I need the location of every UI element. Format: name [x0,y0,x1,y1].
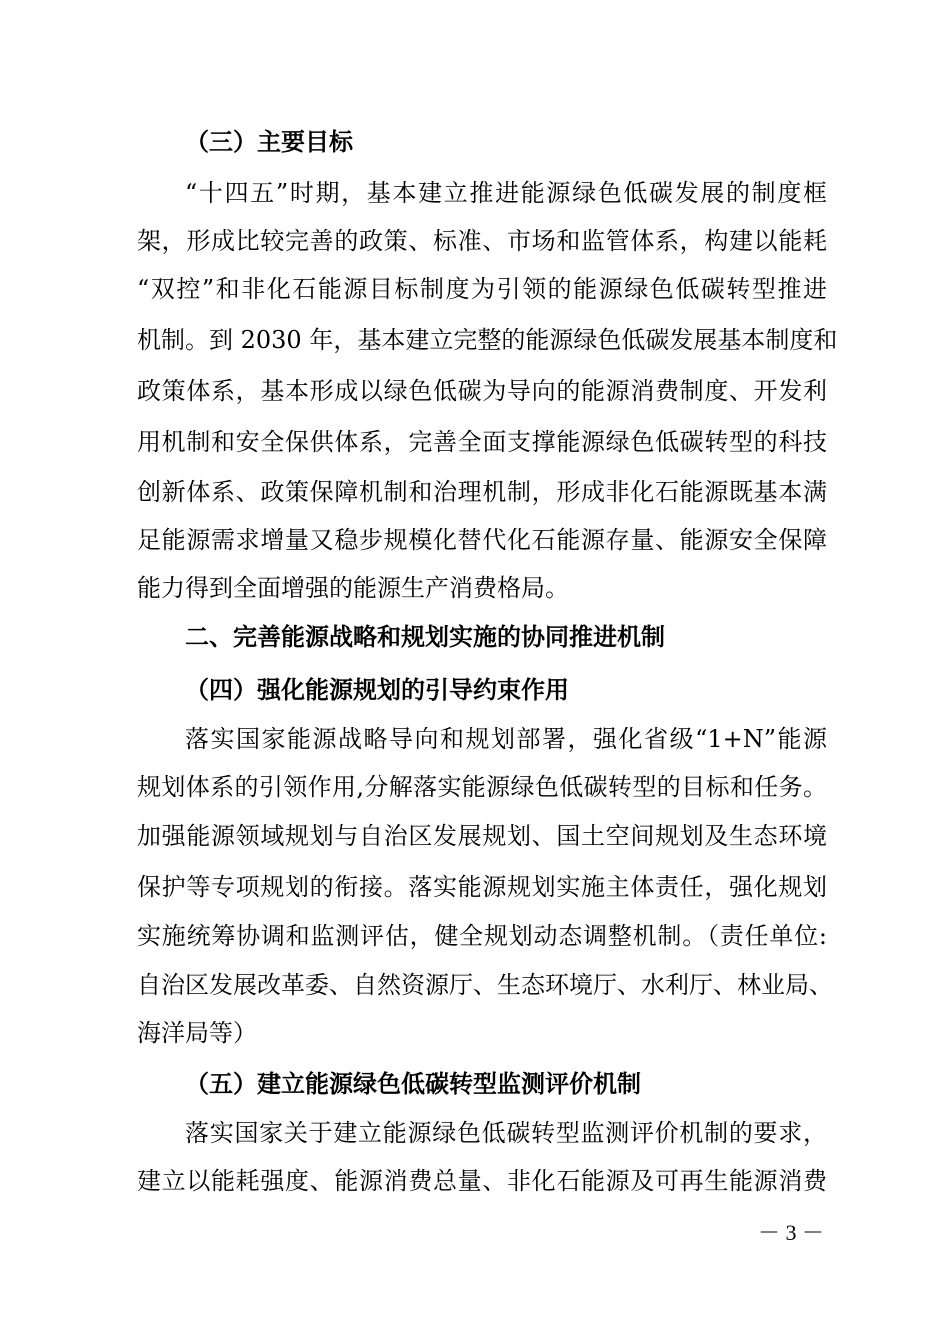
paragraph-line: 用机制和安全保供体系，完善全面支撑能源绿色低碳转型的科技 [137,428,827,456]
paragraph-line: 加强能源领域规划与自治区发展规划、国土空间规划及生态环境 [137,822,827,850]
paragraph-line: 落实国家关于建立能源绿色低碳转型监测评价机制的要求， [185,1119,827,1147]
paragraph-line: 规划体系的引领作用,分解落实能源绿色低碳转型的目标和任务。 [137,773,827,801]
section-3-heading: （三）主要目标 [185,127,353,156]
paragraph-line: 实施统筹协调和监测评估，健全规划动态调整机制。（责任单位: [137,922,827,950]
part-2-heading: 二、完善能源战略和规划实施的协同推进机制 [185,623,665,651]
paragraph-line: 海洋局等） [137,1019,257,1047]
paragraph-line: 保护等专项规划的衔接。落实能源规划实施主体责任，强化规划 [137,873,827,901]
paragraph-line: 自治区发展改革委、自然资源厅、生态环境厅、水利厅、林业局、 [137,971,833,999]
paragraph-line: 创新体系、政策保障机制和治理机制，形成非化石能源既基本满 [137,478,827,506]
paragraph-line: 建立以能耗强度、能源消费总量、非化石能源及可再生能源消费 [137,1167,827,1195]
paragraph-line: 架，形成比较完善的政策、标准、市场和监管体系，构建以能耗 [137,227,827,255]
page-number: － 3 － [757,1220,824,1245]
section-4-heading: （四）强化能源规划的引导约束作用 [185,675,569,704]
paragraph-line: 能力得到全面增强的能源生产消费格局。 [137,574,569,602]
paragraph-line: 政策体系，基本形成以绿色低碳为导向的能源消费制度、开发利 [137,377,827,405]
paragraph-line: “十四五”时期，基本建立推进能源绿色低碳发展的制度框 [185,179,827,207]
paragraph-line: 落实国家能源战略导向和规划部署，强化省级“1+N”能源 [185,725,827,753]
paragraph-line: “双控”和非化石能源目标制度为引领的能源绿色低碳转型推进 [137,275,827,303]
section-5-heading: （五）建立能源绿色低碳转型监测评价机制 [185,1069,641,1098]
paragraph-line: 足能源需求增量又稳步规模化替代化石能源存量、能源安全保障 [137,526,827,554]
paragraph-line: 机制。到 2030 年，基本建立完整的能源绿色低碳发展基本制度和 [137,326,838,354]
